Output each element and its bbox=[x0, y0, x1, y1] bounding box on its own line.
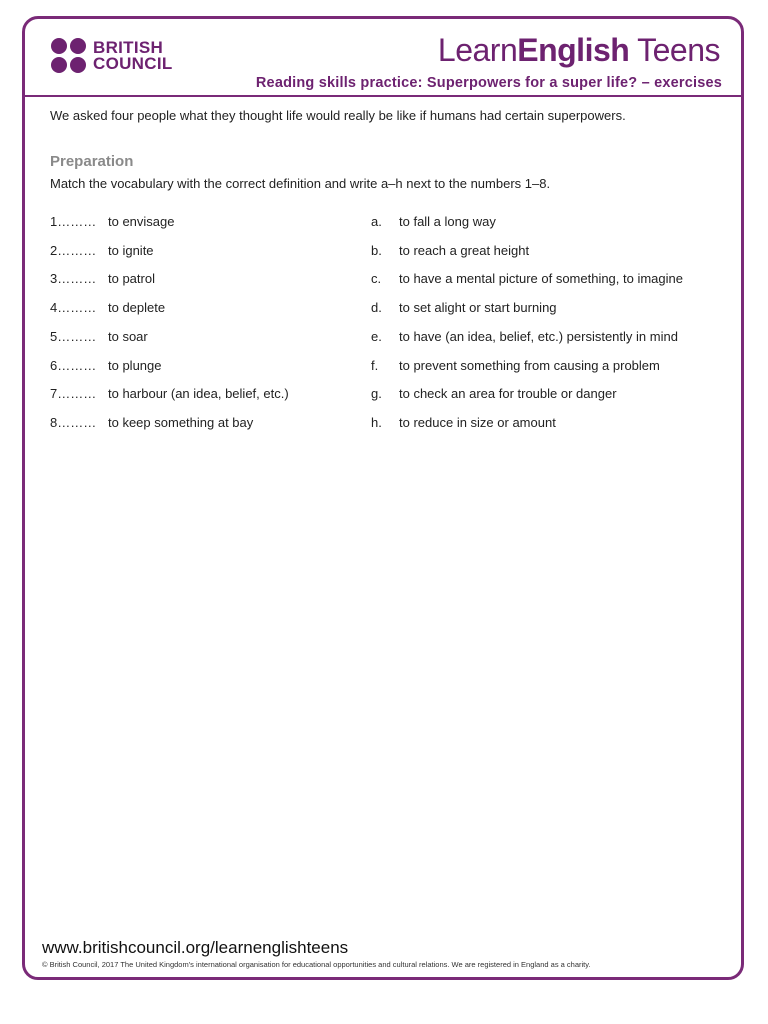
item-definition: to reach a great height bbox=[399, 242, 530, 258]
brand-english: English bbox=[517, 32, 630, 68]
item-letter: c. bbox=[371, 271, 382, 287]
list-item bbox=[0, 271, 768, 291]
section-title: Preparation bbox=[50, 153, 134, 170]
item-number: 3……… bbox=[50, 271, 97, 287]
list-item bbox=[0, 300, 768, 320]
item-number: 8……… bbox=[50, 414, 97, 430]
item-definition: to have (an idea, belief, etc.) persistently in mind bbox=[399, 328, 678, 344]
item-term: to ignite bbox=[108, 242, 154, 258]
item-term: to keep something at bay bbox=[108, 414, 254, 430]
logo-line-2: COUNCIL bbox=[93, 53, 173, 73]
footer-copyright: © British Council, 2017 The United Kingdom's international organisation for educational opportunities and cultural relations. We are registered in England as a charity. bbox=[42, 960, 591, 969]
item-letter: h. bbox=[371, 414, 382, 430]
item-number: 5……… bbox=[50, 328, 97, 344]
page-subtitle: Reading skills practice: Superpowers for a super life? – exercises bbox=[255, 75, 722, 91]
item-definition: to prevent something from causing a problem bbox=[399, 357, 660, 373]
item-number: 6……… bbox=[50, 357, 97, 373]
list-item bbox=[0, 329, 768, 349]
header-divider bbox=[24, 95, 744, 97]
item-number: 7……… bbox=[50, 386, 97, 402]
british-council-logo bbox=[51, 38, 173, 73]
item-number: 2……… bbox=[50, 242, 97, 258]
list-item bbox=[0, 415, 768, 435]
item-letter: g. bbox=[371, 386, 382, 402]
learnenglish-teens-brand bbox=[438, 32, 720, 69]
item-term: to deplete bbox=[108, 300, 166, 316]
item-definition: to reduce in size or amount bbox=[399, 414, 556, 430]
logo-dots-icon bbox=[51, 38, 86, 73]
item-letter: b. bbox=[371, 242, 382, 258]
item-letter: e. bbox=[371, 328, 382, 344]
brand-teens: Teens bbox=[629, 32, 720, 68]
list-item bbox=[0, 243, 768, 263]
brand-learn: Learn bbox=[437, 32, 518, 68]
item-definition: to set alight or start burning bbox=[399, 300, 557, 316]
intro-text: We asked four people what they thought life would really be like if humans had certain superpowers. bbox=[50, 108, 626, 123]
list-item bbox=[0, 358, 768, 378]
item-term: to harbour (an idea, belief, etc.) bbox=[108, 386, 289, 402]
item-term: to patrol bbox=[108, 271, 155, 287]
item-definition: to check an area for trouble or danger bbox=[399, 386, 617, 402]
item-letter: d. bbox=[371, 300, 382, 316]
list-item bbox=[0, 386, 768, 406]
list-item bbox=[0, 214, 768, 234]
item-letter: a. bbox=[371, 214, 382, 229]
instructions-text: Match the vocabulary with the correct definition and write a–h next to the numbers 1–8. bbox=[50, 176, 551, 191]
item-term: to soar bbox=[108, 328, 148, 344]
item-term: to envisage bbox=[108, 214, 175, 229]
footer-url: www.britishcouncil.org/learnenglishteens bbox=[42, 938, 349, 957]
item-number: 4……… bbox=[50, 300, 97, 316]
logo-line-1: BRITISH bbox=[93, 37, 164, 57]
item-definition: to fall a long way bbox=[399, 214, 496, 229]
item-definition: to have a mental picture of something, to imagine bbox=[399, 271, 683, 287]
item-number: 1……… bbox=[50, 214, 97, 229]
item-letter: f. bbox=[371, 357, 379, 373]
item-term: to plunge bbox=[108, 357, 162, 373]
